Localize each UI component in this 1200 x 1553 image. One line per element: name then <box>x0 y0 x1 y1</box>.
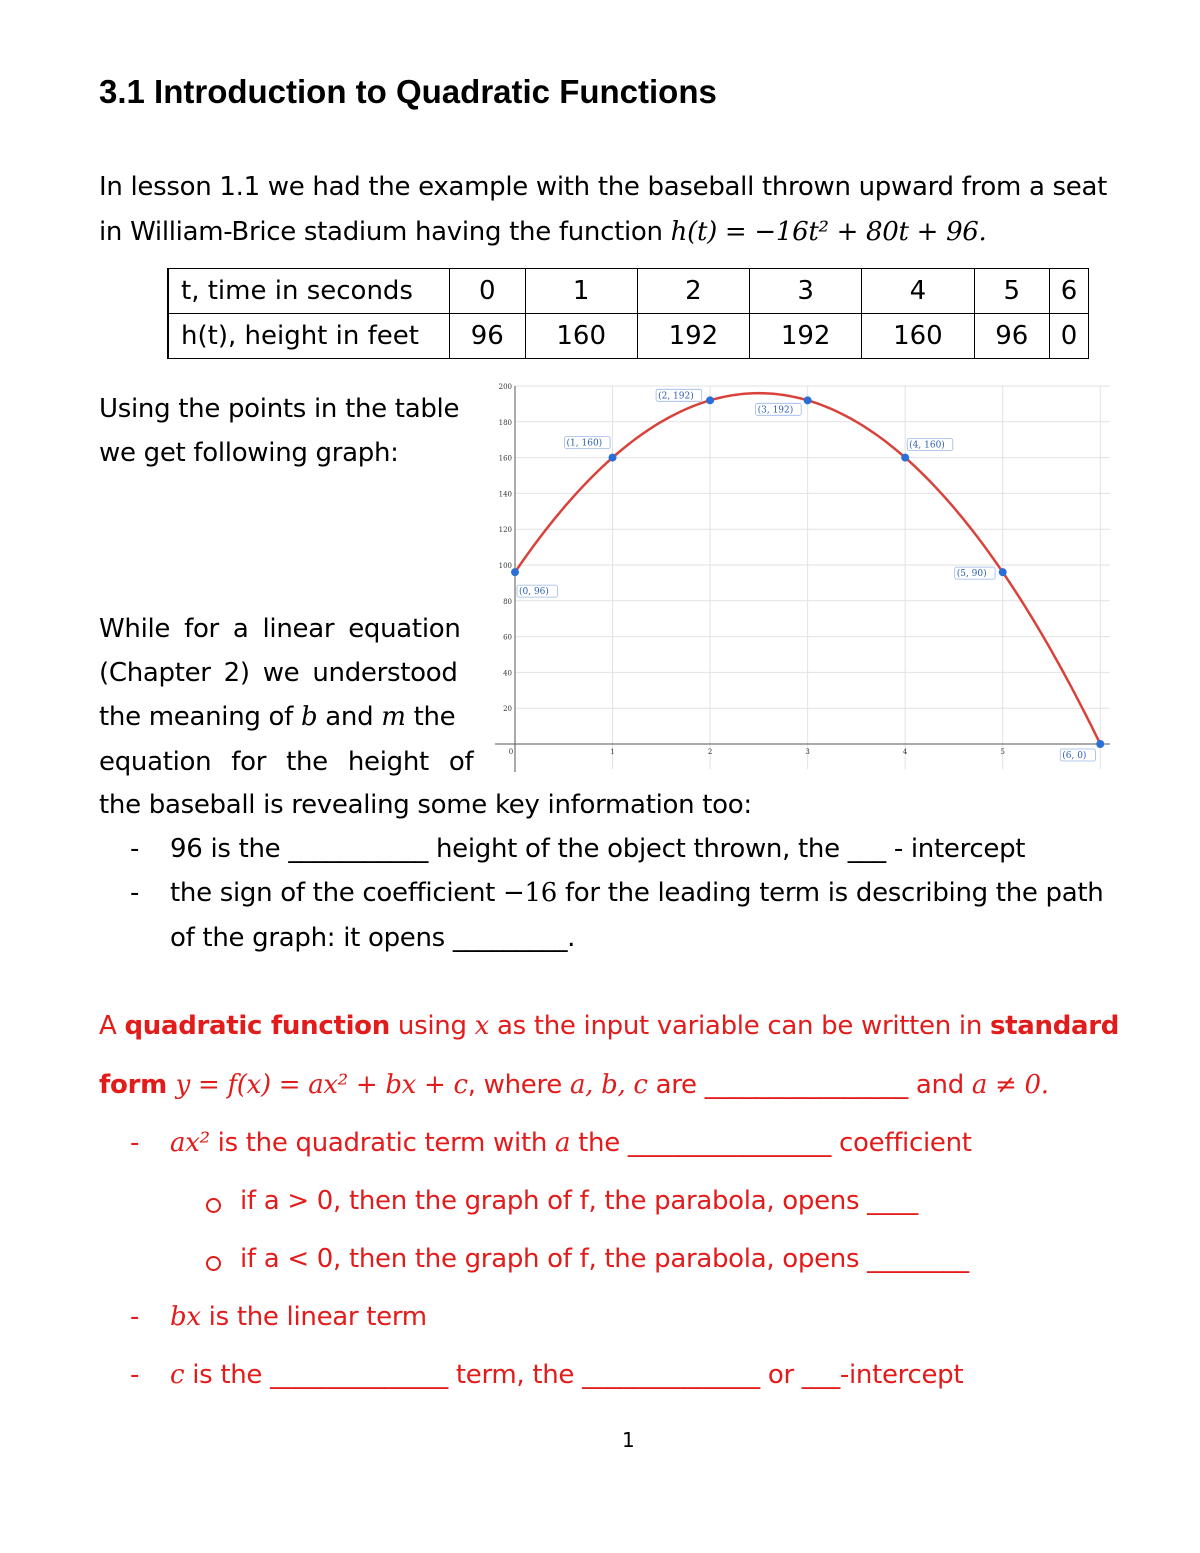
page-number: 1 <box>622 1428 635 1452</box>
bx-term: bx <box>170 1302 201 1332</box>
constant-term-bullet <box>170 1360 963 1390</box>
linear-line-4: equation for the height of <box>99 747 474 777</box>
y-tick-label: 180 <box>498 418 512 427</box>
term-form: form <box>99 1070 176 1100</box>
linear-term-bullet <box>170 1302 427 1332</box>
table-cell: 96 <box>450 314 526 359</box>
opens-up-condition: if a > 0, then the graph of f, the parabola, opens ____ <box>240 1186 918 1216</box>
table-cell: 1 <box>525 269 637 314</box>
c-term: c <box>170 1360 185 1390</box>
point-label: (4, 160) <box>909 440 945 451</box>
table-cell: 160 <box>525 314 637 359</box>
circle-bullet-icon <box>206 1198 221 1213</box>
bullet-coefficient-sign <box>170 878 1103 908</box>
y-tick-label: 40 <box>503 669 512 678</box>
time-height-table <box>167 268 1089 359</box>
table-cell: 192 <box>637 314 749 359</box>
linear-line-1: While for a linear equation <box>99 614 461 644</box>
linear-line-3c: and <box>317 702 382 732</box>
bullet-dash: - <box>130 878 140 908</box>
point-label: (1, 160) <box>566 438 603 449</box>
data-point <box>706 396 714 404</box>
bullet-dash: - <box>130 1302 140 1332</box>
coefficient-value: −16 <box>503 878 557 908</box>
point-label: (3, 192) <box>757 405 794 416</box>
y-tick-label: 80 <box>503 597 512 606</box>
table-cell: 0 <box>450 269 526 314</box>
parabola-chart <box>480 378 1120 773</box>
def-1a: A <box>99 1011 125 1041</box>
y-tick-label: 120 <box>498 526 512 535</box>
intro-line-2 <box>99 217 987 247</box>
definition-line-2 <box>99 1070 1049 1100</box>
point-label: (5, 90) <box>956 569 987 580</box>
circle-bullet-icon <box>206 1256 221 1271</box>
term-quadratic-function: quadratic function <box>124 1011 390 1041</box>
bullet-2c: for the leading term is describing the path <box>556 878 1104 908</box>
table-cell: 3 <box>750 269 862 314</box>
table-cell: 5 <box>974 269 1050 314</box>
bullet-dash: - <box>130 1128 140 1158</box>
x-tick-label: 1 <box>610 748 615 756</box>
opens-down-condition: if a < 0, then the graph of f, the parabola, opens ________ <box>240 1244 969 1274</box>
vars-abc: a, b, c <box>569 1070 648 1100</box>
intro-line-1: In lesson 1.1 we had the example with the baseball thrown upward from a seat <box>99 172 1108 202</box>
def-2e: are ________________ and <box>647 1070 972 1100</box>
intro-line-2-text: in William-Brice stadium having the function <box>99 217 671 247</box>
point-label: (0, 96) <box>519 587 549 598</box>
linear-line-3e: the <box>405 702 456 732</box>
c1b: is the ______________ term, the ______________ or ___-intercept <box>184 1360 964 1390</box>
x-tick-label: 4 <box>902 748 908 756</box>
table-cell: 160 <box>862 314 974 359</box>
linear-line-3 <box>99 702 455 732</box>
y-tick-label: 140 <box>498 490 512 499</box>
y-tick-label: 60 <box>503 633 512 642</box>
data-point <box>511 568 519 576</box>
row-label-height: h(t), height in feet <box>168 314 450 359</box>
var-a: a <box>554 1128 571 1158</box>
quadratic-term-bullet <box>170 1128 972 1158</box>
page-title: 3.1 Introduction to Quadratic Functions <box>99 73 717 110</box>
table-cell: 192 <box>750 314 862 359</box>
table-cell: 0 <box>1050 314 1089 359</box>
table-cell: 96 <box>974 314 1050 359</box>
bullet-2a: the sign of the coefficient <box>170 878 503 908</box>
y-tick-label: 160 <box>498 454 512 463</box>
table-cell: 4 <box>862 269 974 314</box>
y-tick-label: 100 <box>498 562 512 570</box>
row-label-time: t, time in seconds <box>168 269 450 314</box>
bullet-dash: - <box>130 1360 140 1390</box>
standard-form-equation: y = f(x) = ax² + bx + c <box>175 1070 468 1100</box>
linear-line-2: (Chapter 2) we understood <box>99 658 458 688</box>
data-point <box>804 396 812 404</box>
table-row-time <box>168 269 1089 314</box>
x-tick-label: 5 <box>1000 748 1005 756</box>
def-1c: using <box>389 1011 475 1041</box>
x-tick-label: 3 <box>805 748 810 756</box>
graph-intro-line-2: we get following graph: <box>99 438 399 468</box>
y-tick-label: 200 <box>498 383 512 391</box>
def-1e: as the input variable can be written in <box>489 1011 990 1041</box>
point-label: (6, 0) <box>1062 751 1087 761</box>
var-m: m <box>381 702 406 732</box>
data-point <box>999 568 1007 576</box>
point-label: (2, 192) <box>658 391 694 402</box>
table-cell: 6 <box>1050 269 1089 314</box>
data-point <box>1096 740 1104 748</box>
a-not-zero: a ≠ 0. <box>971 1070 1049 1100</box>
q1b: is the quadratic term with <box>209 1128 555 1158</box>
graph-intro-line-1: Using the points in the table <box>99 394 460 424</box>
data-point <box>901 454 909 462</box>
var-x: x <box>474 1011 490 1041</box>
y-tick-label: 20 <box>503 705 512 714</box>
linear-line-5: the baseball is revealing some key information too: <box>99 790 752 820</box>
bullet-2-continued: of the graph: it opens _________. <box>170 923 576 953</box>
definition-line-1 <box>99 1011 1119 1041</box>
data-point <box>609 454 617 462</box>
var-b: b <box>300 702 318 732</box>
x-tick-label: 0 <box>508 748 514 756</box>
bullet-initial-height: 96 is the ___________ height of the object thrown, the ___ - intercept <box>170 834 1026 864</box>
l1b: is the linear term <box>200 1302 427 1332</box>
table-row-height <box>168 314 1089 359</box>
ax2-term: ax² <box>170 1128 210 1158</box>
height-function: h(t) = −16t² + 80t + 96. <box>670 217 987 247</box>
q1d: the ________________ coefficient <box>570 1128 972 1158</box>
x-tick-label: 2 <box>707 748 713 756</box>
bullet-dash: - <box>130 834 140 864</box>
table-cell: 2 <box>637 269 749 314</box>
linear-line-3a: the meaning of <box>99 702 301 732</box>
term-standard: standard <box>989 1011 1120 1041</box>
def-2c: , where <box>467 1070 570 1100</box>
